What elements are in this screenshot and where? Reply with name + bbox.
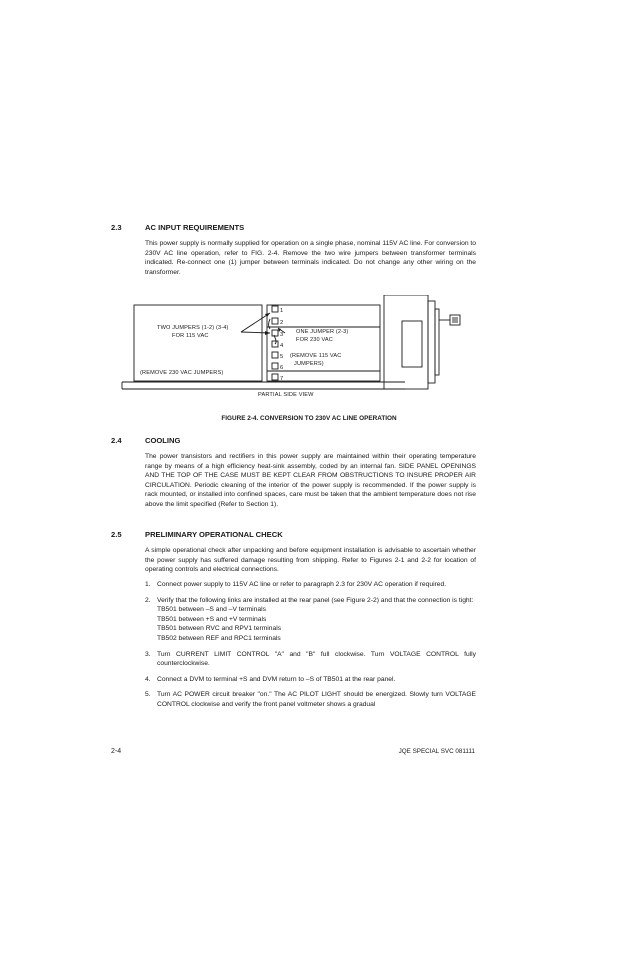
step-number: 2.: [145, 596, 151, 604]
section-title: AC INPUT REQUIREMENTS: [145, 223, 245, 232]
step-text: Connect a DVM to terminal +S and DVM return to –S of TB501 at the rear panel.: [157, 675, 396, 683]
terminal-1: 1: [280, 308, 284, 314]
link-list: [157, 605, 476, 643]
label-remove-115: (REMOVE 115 VAC: [290, 353, 342, 359]
link-item: TB501 between RVC and RPV1 terminals: [157, 625, 282, 633]
step-text: Turn CURRENT LIMIT CONTROL "A" and "B" full clockwise. Turn VOLTAGE CONTROL fully counterclockwise.: [157, 650, 476, 668]
label-jumpers: JUMPERS): [294, 361, 324, 367]
terminal-3: 3: [280, 332, 284, 338]
section-number: 2.4: [111, 436, 122, 445]
list-item: [145, 650, 476, 669]
label-115vac: FOR 115 VAC: [172, 333, 209, 339]
terminal-5: 5: [280, 354, 284, 360]
section-2-4-heading: [111, 436, 180, 445]
link-item: TB501 between +S and +V terminals: [157, 615, 267, 623]
link-item: TB501 between –S and –V terminals: [157, 606, 266, 614]
link-item: TB502 between REF and RPC1 terminals: [157, 634, 281, 642]
section-2-3-heading: [111, 223, 244, 232]
step-text: Connect power supply to 115V AC line or refer to paragraph 2.3 for 230V AC operation if required.: [157, 581, 447, 588]
figure-caption: FIGURE 2-4. CONVERSION TO 230V AC LINE OPERATION: [221, 415, 397, 422]
step-number: 1.: [145, 581, 151, 588]
figure-2-4-diagram: [110, 295, 470, 400]
section-2-4-body: The power transistors and rectifiers in this power supply are maintained within their operating temperature range by means of a high efficiency heat-sink assembly, coded by an internal fan. SIDE PANEL OPENINGS AND THE TOP OF THE CASE MUST BE KEPT CLEAR FROM OBSTRUCTIONS TO INSURE PROPER AIR CIRCULATION. Periodic cleaning of the interior of the power supply is recommended. If the power supply is rack mounted, or installed into confined spaces, care must be taken that the ambient temperature does not rise above the limit specified (Refer to Section 1).: [145, 453, 476, 508]
list-item: [145, 690, 476, 709]
section-number: 2.3: [111, 223, 122, 232]
step-text: Turn AC POWER circuit breaker "on." The AC PILOT LIGHT should be energized. Slowly turn VOLTAGE CONTROL clockwise and verify the front panel voltmeter shows a gradual: [157, 691, 476, 708]
step-number: 3.: [145, 650, 151, 658]
section-title: PRELIMINARY OPERATIONAL CHECK: [145, 530, 283, 539]
terminal-7: 7: [280, 376, 284, 382]
label-230vac: FOR 230 VAC: [296, 337, 333, 343]
document-id: JQE SPECIAL SVC 081111: [398, 748, 475, 755]
operational-check-steps: [145, 580, 476, 716]
section-2-5-body: A simple operational check after unpacking and before equipment installation is advisable to ascertain whether the power supply has suffered damage resulting from shipping. Refer to Figures 2-1 and 2-2 for location of operating controls and electrical connections.: [145, 547, 476, 574]
page-number: 2-4: [111, 748, 122, 755]
label-remove-230: (REMOVE 230 VAC JUMPERS): [140, 370, 224, 376]
list-item: [145, 580, 476, 590]
terminal-6: 6: [280, 365, 284, 371]
list-item: [145, 596, 476, 644]
step-number: 4.: [145, 675, 151, 683]
section-2-3-body: This power supply is normally supplied for operation on a single phase, nominal 115V AC line. For conversion to 230V AC line operation, refer to FIG. 2-4. Remove the two wire jumpers between transformer terminals indicated. Re-connect one (1) jumper between terminals indicated. Do not change any other wiring on the transformer.: [145, 240, 476, 276]
label-one-jumper: ONE JUMPER (2-3): [296, 329, 349, 335]
terminal-4: 4: [280, 343, 284, 349]
step-text: Verify that the following links are installed at the rear panel (see Figure 2-2) and that the connection is tight:: [157, 596, 474, 604]
section-2-5-heading: [111, 530, 283, 539]
step-number: 5.: [145, 691, 151, 699]
terminal-2: 2: [280, 320, 284, 326]
section-title: COOLING: [145, 436, 181, 445]
label-partial-side-view: PARTIAL SIDE VIEW: [258, 392, 314, 398]
section-number: 2.5: [111, 530, 122, 539]
label-two-jumpers: TWO JUMPERS (1-2) (3-4): [157, 325, 229, 331]
list-item: [145, 675, 476, 685]
